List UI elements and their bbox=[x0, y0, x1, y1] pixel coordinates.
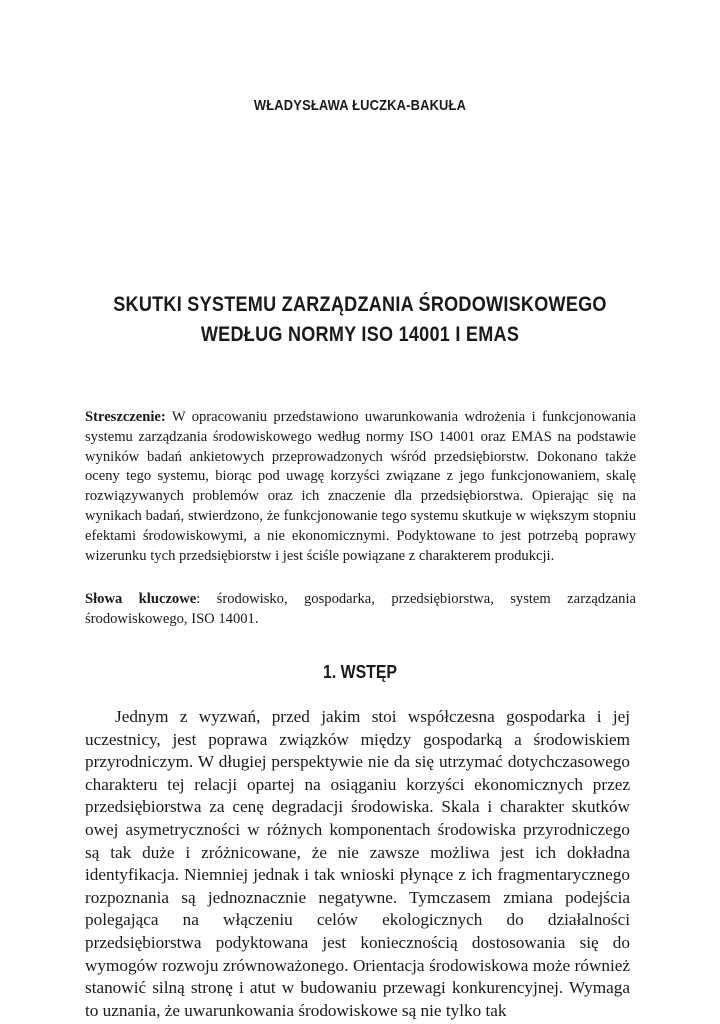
keywords-text: : środowisko, gospodarka, przedsiębiorstwa, system zarządzania środowiskowego, ISO 14001. bbox=[85, 591, 636, 627]
author-name: WŁADYSŁAWA ŁUCZKA-BAKUŁA bbox=[253, 97, 467, 114]
abstract-text: W opracowaniu przedstawiono uwarunkowania wdrożenia i funkcjonowania systemu zarządzania środowiskowego według normy ISO 14001 oraz EMAS na podstawie wyników badań ankietowych przeprowadzonych wśród przedsiębiorstw. Dokonano także oceny tego systemu, biorąc pod uwagę korzyści związane z jego funkcjonowaniem, skalę rozwiązywanych problemów oraz ich znaczenie dla przedsiębiorstwa. Opierając się na wynikach badań, stwierdzono, że funkcjonowanie tego systemu skutkuje w większym stopniu efektami środowiskowymi, a nie ekonomicznymi. Podyktowane to jest potrzebą poprawy wizerunku tych przedsiębiorstw i jest ściśle powiązane z charakterem produkcji. bbox=[85, 409, 636, 564]
section-heading-text: 1. WSTĘP bbox=[323, 662, 397, 682]
keywords bbox=[85, 590, 636, 630]
abstract-label: Streszczenie: bbox=[85, 409, 166, 425]
title-line-2: WEDŁUG NORMY ISO 14001 I EMAS bbox=[200, 323, 520, 346]
keywords-label: Słowa kluczowe bbox=[85, 591, 197, 607]
keywords-paragraph bbox=[85, 590, 636, 630]
abstract bbox=[85, 408, 636, 566]
abstract-paragraph bbox=[85, 408, 636, 566]
section-heading bbox=[0, 662, 720, 683]
paper-title bbox=[0, 290, 720, 350]
body-paragraph: Jednym z wyzwań, przed jakim stoi współczesna gospodarka i jej uczestnicy, jest poprawa związków między gospodarką a środowiskiem przyrodniczym. W długiej perspektywie nie da się utrzymać dotychczasowego charakteru tej relacji opartej na osiąganiu korzyści ekonomicznych przez przedsiębiorstwa za cenę degradacji środowiska. Skala i charakter skutków owej asymetryczności w różnych komponentach środowiska przyrodniczego są tak duże i zróżnicowane, że nie zawsze możliwa jest ich dokładna identyfikacja. Niemniej jednak i tak wnioski płynące z ich fragmentarycznego rozpoznania są jednoznacznie negatywne. Tymczasem zmiana podejścia polegająca na włączeniu celów ekologicznych do działalności przedsiębiorstwa podyktowana jest koniecznością dostosowania się do wymogów rozwoju zrównoważonego. Orientacja środowiskowa może również stanowić silną stronę i atut w budowaniu przewagi konkurencyjnej. Wymaga to uznania, że uwarunkowania środowiskowe są nie tylko tak bbox=[85, 707, 630, 1020]
title-line-1: SKUTKI SYSTEMU ZARZĄDZANIA ŚRODOWISKOWEGO bbox=[113, 293, 607, 316]
body-text bbox=[85, 706, 630, 1022]
